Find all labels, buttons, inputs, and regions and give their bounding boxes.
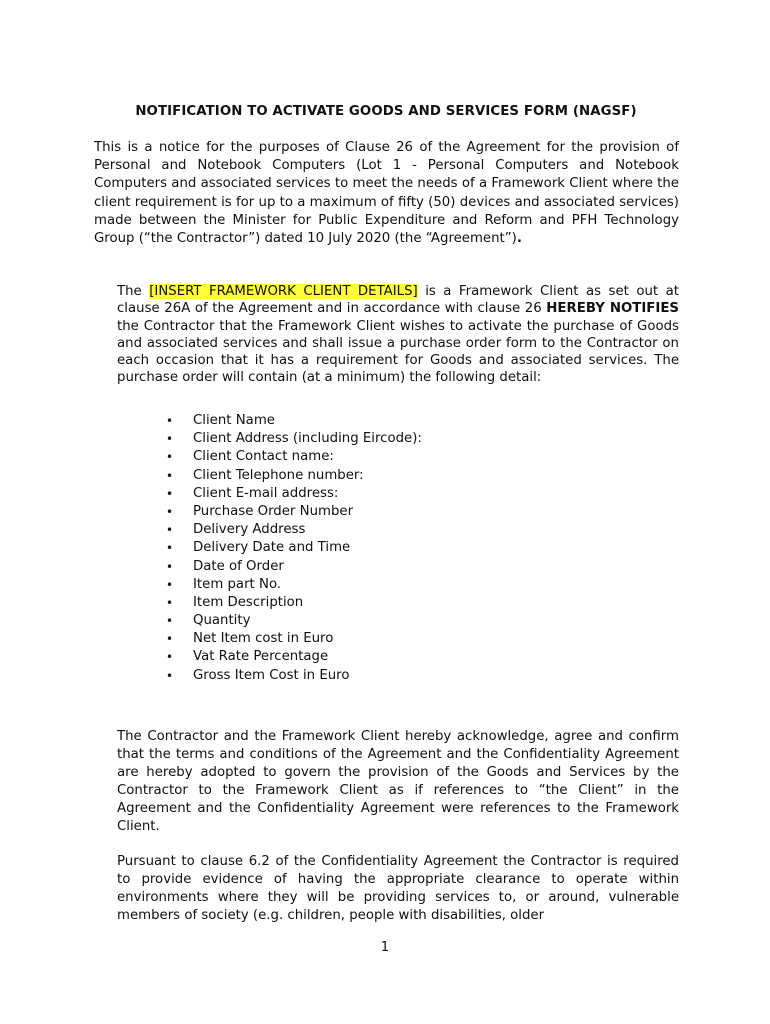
bullet-icon: • [166, 486, 174, 501]
list-item [166, 594, 422, 612]
list-item-label: Net Item cost in Euro [193, 631, 334, 647]
list-item-label: Delivery Date and Time [193, 540, 351, 556]
list-item-label: Vat Rate Percentage [193, 649, 329, 665]
document-title: NOTIFICATION TO ACTIVATE GOODS AND SERVICES FORM (NAGSF) [135, 104, 637, 119]
list-item-label: Quantity [193, 613, 251, 629]
list-item [166, 485, 422, 503]
purchase-order-details-list [166, 412, 422, 685]
bullet-icon: • [166, 541, 174, 556]
intro-text: This is a notice for the purposes of Clause 26 of the Agreement for the provision of Personal and Notebook Computers (Lot 1 - Personal Computers and Notebook Computers and associated services to meet the needs of a Framework Client where the client requirement is for up to a maximum of fifty (50) devices and associated services) made between the Minister for Public Expenditure and Reform and PFH Technology Group (“the Contractor”) dated 10 July 2020 (the “Agreement”) [94, 140, 679, 247]
list-item-label: Gross Item Cost in Euro [193, 667, 350, 683]
bullet-icon: • [166, 504, 174, 519]
bullet-icon: • [166, 450, 174, 465]
bullet-icon: • [166, 668, 174, 683]
list-item [166, 467, 422, 485]
acknowledgement-paragraph: The Contractor and the Framework Client hereby acknowledge, agree and confirm that the terms and conditions of the Agreement and the Confidentiality Agreement are hereby adopted to govern the provision of the Goods and Services by the Contractor to the Framework Client as if references to “the Client” in the Agreement and the Confidentiality Agreement were references to the Framework Client. [117, 729, 679, 834]
bullet-icon: • [166, 632, 174, 647]
bullet-icon: • [166, 577, 174, 592]
list-item [166, 412, 422, 430]
list-item [166, 648, 422, 666]
bullet-icon: • [166, 523, 174, 538]
list-item [166, 430, 422, 448]
list-item-label: Delivery Address [193, 522, 306, 538]
list-item [166, 539, 422, 557]
notice-middle: is a Framework Client as set out at clause 26A of the Agreement and in accordance with clause 26 [117, 284, 679, 317]
bullet-icon: • [166, 650, 174, 665]
list-item [166, 630, 422, 648]
bullet-icon: • [166, 414, 174, 428]
hereby-notifies: HEREBY NOTIFIES [546, 301, 679, 317]
clearance-paragraph: Pursuant to clause 6.2 of the Confidentiality Agreement the Contractor is required to provide evidence of having the appropriate clearance to operate within environments where they will be providing services to, or around, vulnerable members of society (e.g. children, people with disabilities, older [117, 854, 679, 923]
list-item-label: Purchase Order Number [193, 503, 354, 519]
list-item-label: Item part No. [193, 576, 282, 592]
bullet-icon: • [166, 559, 174, 574]
list-item [166, 612, 422, 630]
bullet-icon: • [166, 468, 174, 483]
notice-paragraph [117, 283, 679, 387]
list-item [166, 503, 422, 521]
notice-lead: The [117, 284, 150, 299]
list-item-label: Client Name [193, 413, 275, 428]
list-item-label: Client E-mail address: [193, 485, 339, 501]
intro-paragraph [94, 139, 679, 248]
list-item [166, 521, 422, 539]
bullet-icon: • [166, 614, 174, 629]
list-item-label: Date of Order [193, 558, 284, 574]
bullet-icon: • [166, 432, 174, 447]
list-item [166, 667, 422, 685]
notice-tail: the Contractor that the Framework Client wishes to activate the purchase of Goods and associated services and shall issue a purchase order form to the Contractor on each occasion that it has a requirement for Goods and associated services. The purchase order will contain (at a minimum) the following detail: [117, 318, 679, 386]
bullet-icon: • [166, 595, 174, 610]
list-item [166, 448, 422, 466]
list-item-label: Client Telephone number: [193, 467, 364, 483]
intro-end: . [516, 231, 522, 247]
framework-client-placeholder: [INSERT FRAMEWORK CLIENT DETAILS] [149, 284, 418, 299]
page-number: 1 [380, 940, 390, 955]
list-item-label: Item Description [193, 594, 304, 610]
list-item [166, 576, 422, 594]
list-item [166, 558, 422, 576]
list-item-label: Client Contact name: [193, 449, 334, 465]
list-item-label: Client Address (including Eircode): [193, 431, 422, 447]
